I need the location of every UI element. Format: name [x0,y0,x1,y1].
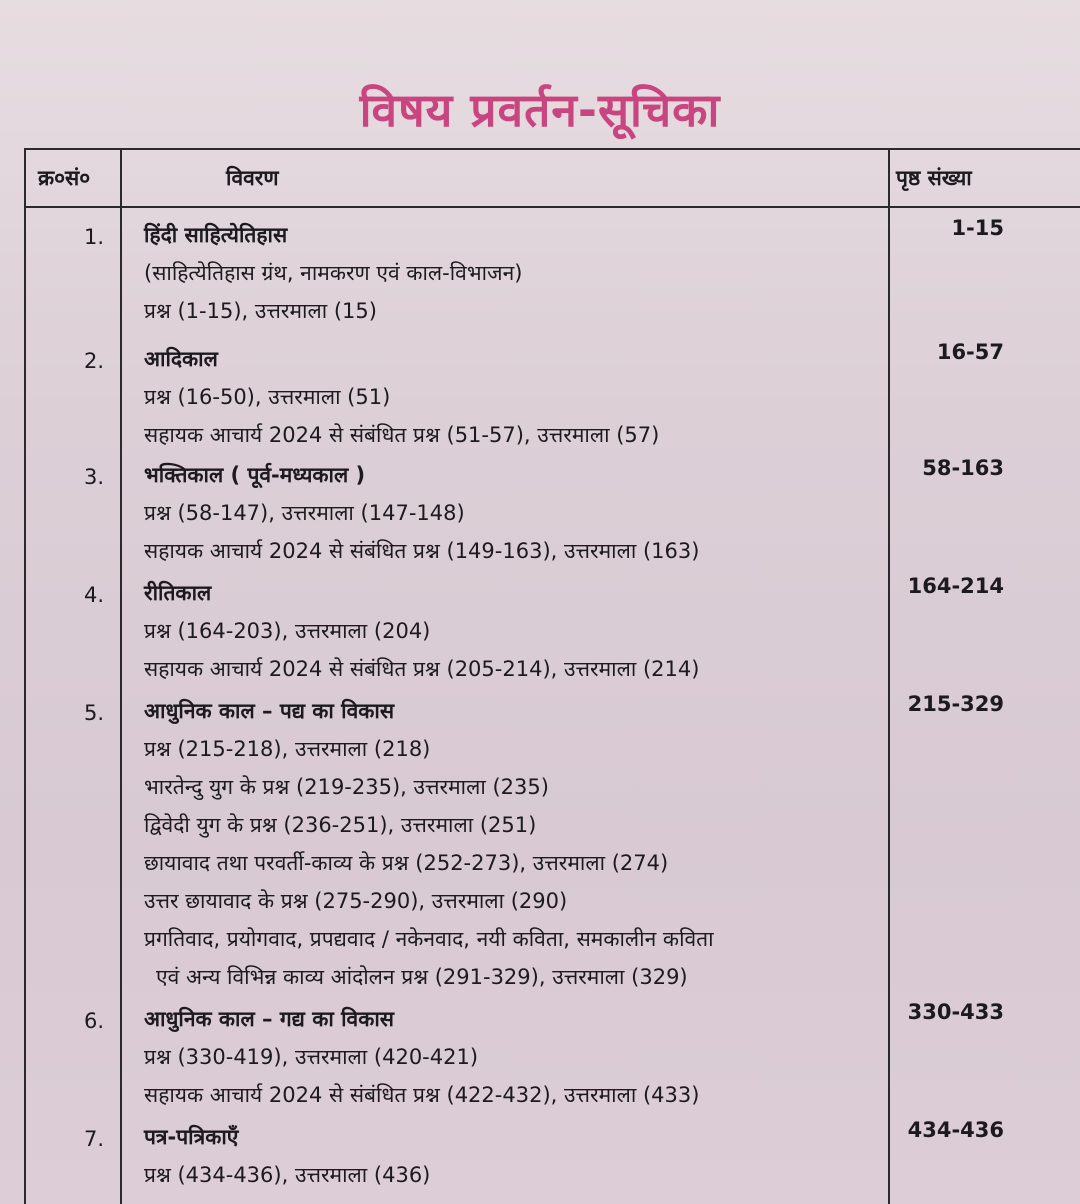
header-page-number: पृष्ठ संख्या [896,166,972,190]
row-line: एवं अन्य विभिन्न काव्य आंदोलन प्रश्न (291-329), उत्तरमाला (329) [156,965,688,989]
row-page-range: 58-163 [922,456,1004,480]
row-line: प्रगतिवाद, प्रयोगवाद, प्रपद्यवाद / नकेनवाद, नयी कविता, समकालीन कविता [144,927,714,951]
header-description: विवरण [226,166,279,190]
row-description [144,216,523,330]
column-divider [888,150,890,1204]
row-line: सहायक आचार्य 2024 से संबंधित प्रश्न (422-432), उत्तरमाला (433) [144,1083,700,1107]
row-heading: भक्तिकाल ( पूर्व-मध्यकाल ) [144,463,366,487]
row-heading: पत्र-पत्रिकाएँ [144,1125,239,1149]
row-line: छायावाद तथा परवर्ती-काव्य के प्रश्न (252-273), उत्तरमाला (274) [144,851,669,875]
row-description [144,1118,430,1194]
row-page-range: 16-57 [936,340,1004,364]
row-serial: 6. [84,1009,105,1033]
header-serial-number: क्र०सं० [38,166,91,190]
row-serial: 5. [84,701,105,725]
row-serial: 7. [84,1127,105,1151]
row-line: प्रश्न (215-218), उत्तरमाला (218) [144,737,431,761]
row-page-range: 215-329 [907,692,1004,716]
row-heading: आधुनिक काल – गद्य का विकास [144,1007,394,1031]
page-title: विषय प्रवर्तन-सूचिका [359,83,721,137]
row-line: प्रश्न (58-147), उत्तरमाला (147-148) [144,501,465,525]
row-page-range: 330-433 [907,1000,1004,1024]
row-heading: हिंदी साहित्येतिहास [144,223,288,247]
row-description [144,692,714,996]
row-line: प्रश्न (330-419), उत्तरमाला (420-421) [144,1045,479,1069]
row-heading: रीतिकाल [144,581,212,605]
row-line: भारतेन्दु युग के प्रश्न (219-235), उत्तरमाला (235) [144,775,549,799]
row-heading: आधुनिक काल – पद्य का विकास [144,699,395,723]
row-description [144,456,699,570]
row-serial: 3. [84,465,105,489]
row-description [144,340,659,454]
row-heading: आदिकाल [144,347,218,371]
row-line: प्रश्न (434-436), उत्तरमाला (436) [144,1163,431,1187]
row-line: उत्तर छायावाद के प्रश्न (275-290), उत्तरमाला (290) [144,889,568,913]
row-line: सहायक आचार्य 2024 से संबंधित प्रश्न (149-163), उत्तरमाला (163) [144,539,700,563]
row-line: प्रश्न (164-203), उत्तरमाला (204) [144,619,431,643]
row-line: प्रश्न (16-50), उत्तरमाला (51) [144,385,391,409]
row-serial: 1. [84,225,105,249]
row-serial: 2. [84,349,105,373]
contents-table [24,148,1080,1204]
row-page-range: 164-214 [907,574,1004,598]
row-description [144,574,699,688]
row-page-range: 1-15 [951,216,1004,240]
header-divider [26,206,1080,208]
row-line: द्विवेदी युग के प्रश्न (236-251), उत्तरमाला (251) [144,813,537,837]
row-line: (साहित्येतिहास ग्रंथ, नामकरण एवं काल-विभाजन) [144,261,523,285]
row-page-range: 434-436 [907,1118,1004,1142]
row-description [144,1000,699,1114]
row-line: सहायक आचार्य 2024 से संबंधित प्रश्न (51-57), उत्तरमाला (57) [144,423,660,447]
row-line: सहायक आचार्य 2024 से संबंधित प्रश्न (205-214), उत्तरमाला (214) [144,657,700,681]
row-serial: 4. [84,583,105,607]
row-line: प्रश्न (1-15), उत्तरमाला (15) [144,299,377,323]
column-divider [120,150,122,1204]
